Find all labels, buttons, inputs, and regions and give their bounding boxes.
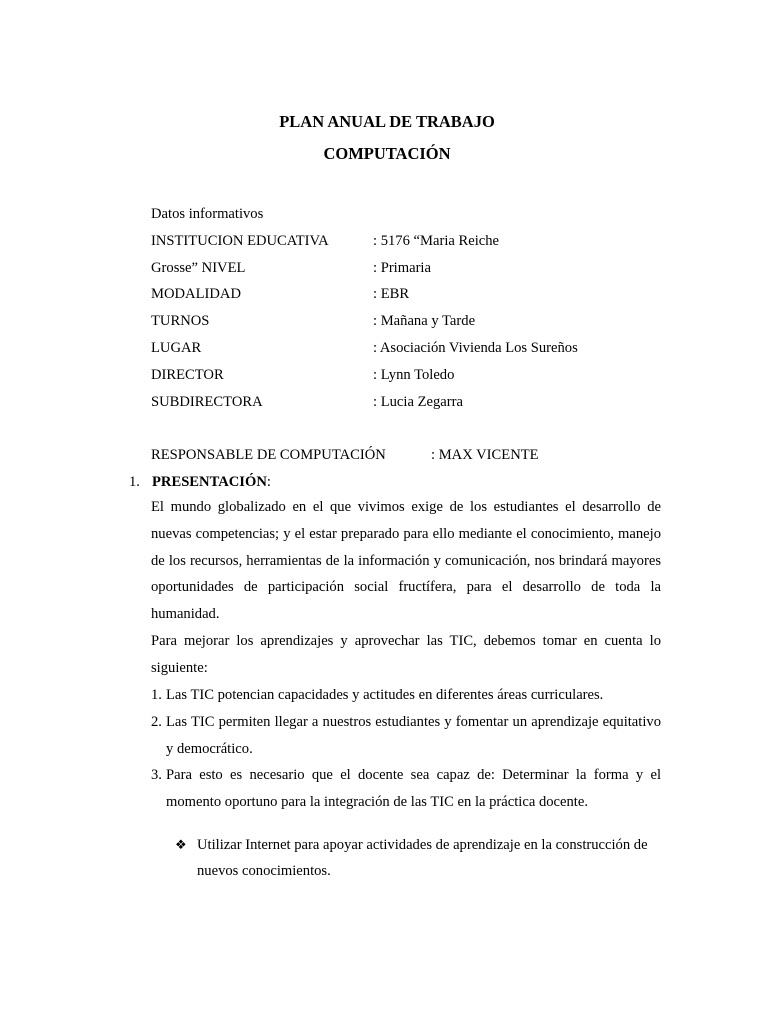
responsable-value: : MAX VICENTE [431, 447, 539, 463]
info-value-director: : Lynn Toledo [373, 367, 455, 383]
section-heading [152, 472, 271, 492]
list-item [151, 762, 661, 816]
list-item-text: Las TIC potencian capacidades y actitudes en diferentes áreas curriculares. [166, 687, 604, 703]
info-value-nivel: : Primaria [373, 260, 431, 276]
info-label-turnos: TURNOS [151, 313, 210, 329]
bullet-text: Utilizar Internet para apoyar actividades de aprendizaje en la construcción de nuevos conocimientos. [197, 837, 648, 879]
list-item-number: 1. [151, 687, 162, 703]
info-value-institucion: : 5176 “Maria Reiche [373, 233, 500, 249]
info-value-lugar: : Asociación Vivienda Los Sureños [373, 340, 578, 356]
info-label-lugar: LUGAR [151, 340, 202, 356]
presentation-paragraph-1: El mundo globalizado en el que vivimos exige de los estudiantes el desarrollo de nuevas competencias; y el estar preparado para ello mediante el conocimiento, manejo de los recursos, herramientas de la información y comunicación, nos brindará mayores oportunidades de participación social fructífera, para el desarrollo de toda la humanidad. [151, 499, 661, 623]
diamond-bullet-icon: ❖ [175, 837, 187, 852]
info-label-modalidad: MODALIDAD [151, 286, 241, 302]
info-label-institucion: INSTITUCION EDUCATIVA [151, 233, 329, 249]
info-label-nivel: Grosse” NIVEL [151, 260, 246, 276]
info-value-subdirectora: : Lucia Zegarra [373, 394, 463, 410]
document-title: PLAN ANUAL DE TRABAJO [279, 112, 495, 131]
section-number: 1. [129, 474, 140, 490]
list-item [151, 682, 661, 709]
section-title: PRESENTACIÓN [152, 474, 267, 490]
responsable-label: RESPONSABLE DE COMPUTACIÓN [151, 447, 386, 463]
list-item-text: Para esto es necesario que el docente sea capaz de: Determinar la forma y el momento oportuno para la integración de las TIC en la práctica docente. [166, 767, 661, 811]
section-title-colon: : [266, 474, 271, 490]
document-subtitle: COMPUTACIÓN [323, 144, 451, 163]
list-item-number: 2. [151, 713, 162, 730]
info-heading: Datos informativos [151, 206, 264, 222]
list-item-text: Las TIC permiten llegar a nuestros estudiantes y fomentar un aprendizaje equitativo y democrático. [166, 713, 661, 757]
list-item [151, 709, 661, 763]
info-value-turnos: : Mañana y Tarde [373, 313, 476, 329]
presentation-paragraph-2: Para mejorar los aprendizajes y aprovechar las TIC, debemos tomar en cuenta lo siguiente: [151, 633, 661, 676]
list-item-number: 3. [151, 767, 162, 784]
info-label-director: DIRECTOR [151, 367, 224, 383]
considerations-list [151, 682, 661, 816]
info-value-modalidad: : EBR [373, 286, 410, 302]
info-label-subdirectora: SUBDIRECTORA [151, 394, 263, 410]
